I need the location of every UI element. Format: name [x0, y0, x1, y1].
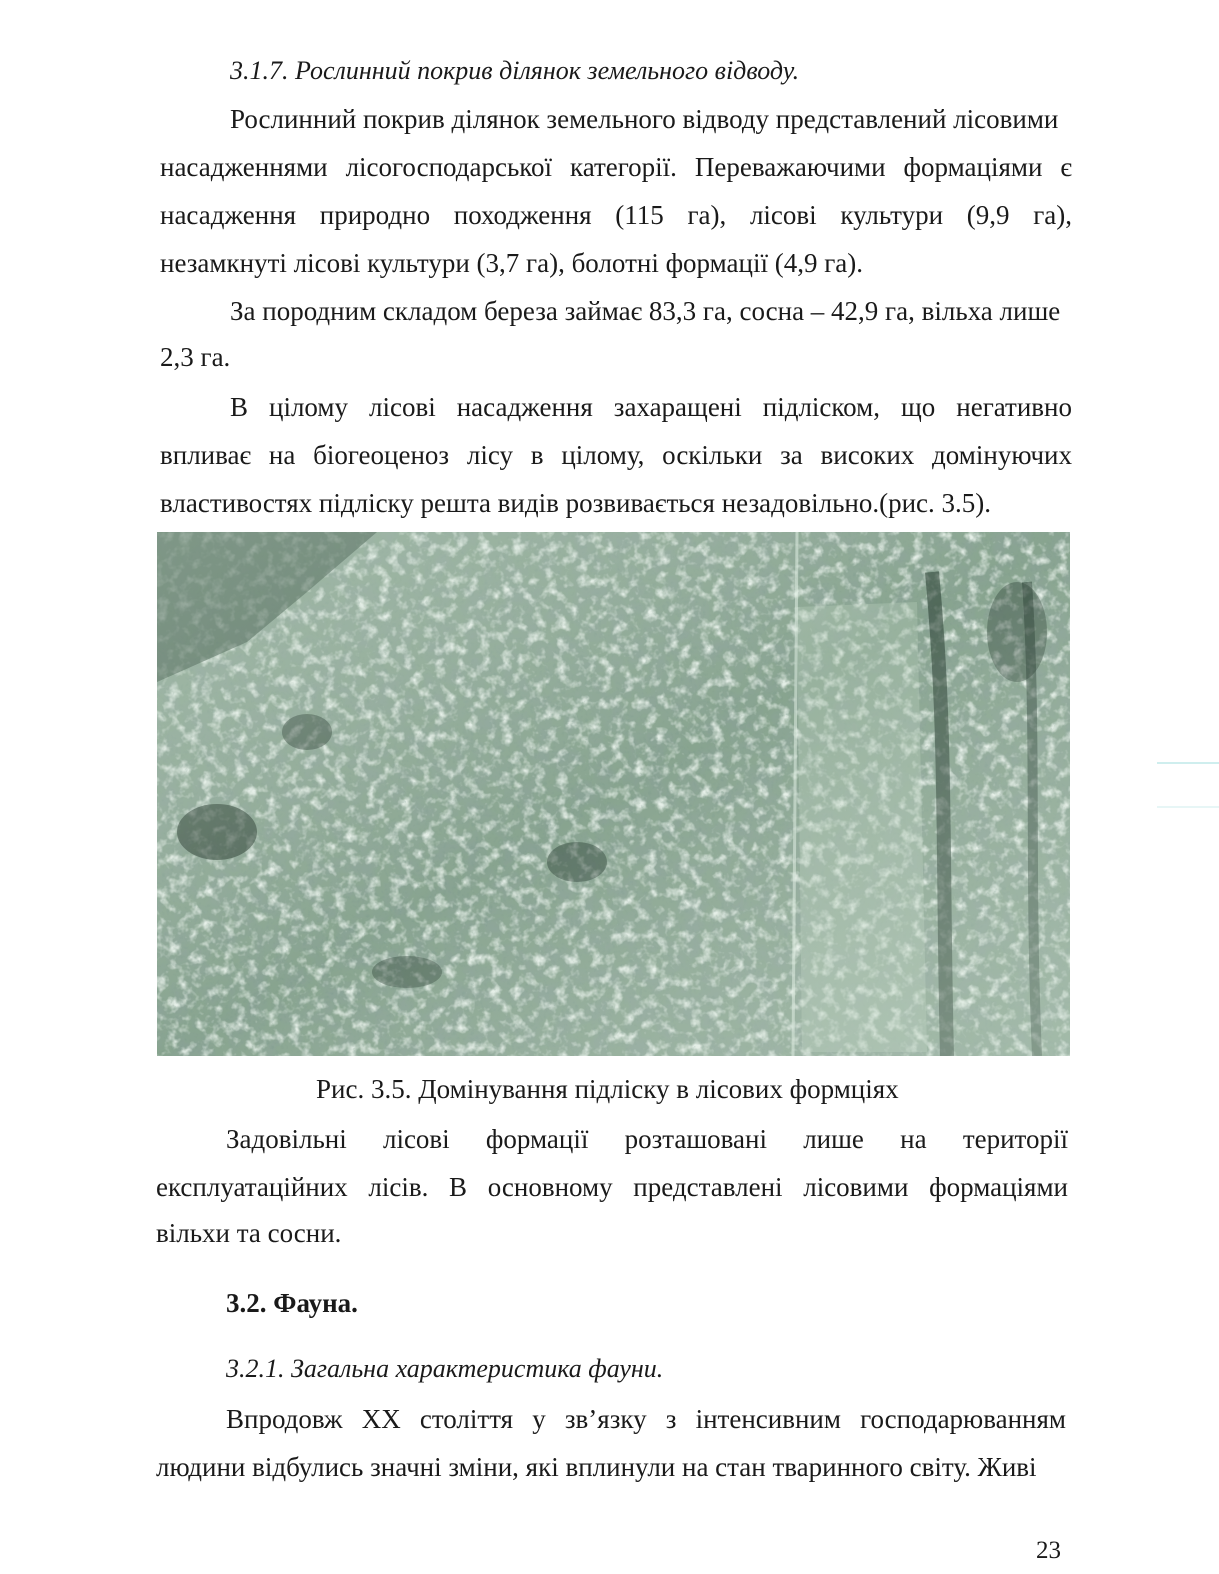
- page-number: 23: [1036, 1537, 1061, 1564]
- paragraph-line: Впродовж XX століття у зв’язку з інтенсивним господарюванням: [226, 1404, 1066, 1434]
- paragraph-line: Задовільні лісові формації розташовані лише на території: [226, 1124, 1068, 1154]
- paragraph-line: Рослинний покрив ділянок земельного відводу представлений лісовими: [230, 104, 1059, 134]
- forest-aerial-photo: [157, 532, 1070, 1056]
- paragraph-line: людини відбулись значні зміни, які вплинули на стан тваринного світу. Живі: [156, 1452, 1037, 1482]
- paragraph-line: За породним складом береза займає 83,3 га, сосна – 42,9 га, вільха лише: [230, 296, 1061, 326]
- scan-edge-mark: [1157, 806, 1219, 808]
- paragraph-line: впливає на біогеоценоз лісу в цілому, оскільки за високих домінуючих: [160, 440, 1072, 470]
- section-heading-3-1-7: 3.1.7. Рослинний покрив ділянок земельного відводу.: [230, 56, 800, 85]
- paragraph-line: В цілому лісові насадження захаращені підліском, що негативно: [230, 392, 1072, 422]
- section-heading-3-2-1: 3.2.1. Загальна характеристика фауни.: [226, 1354, 664, 1383]
- paragraph-line: насадження природно походження (115 га), лісові культури (9,9 га),: [160, 200, 1072, 230]
- paragraph-line: вільхи та сосни.: [156, 1218, 342, 1248]
- paragraph-line: незамкнуті лісові культури (3,7 га), болотні формації (4,9 га).: [160, 248, 864, 278]
- paragraph-line: 2,3 га.: [160, 342, 231, 372]
- paragraph-line: властивостях підліску решта видів розвивається незадовільно.(рис. 3.5).: [160, 488, 992, 518]
- paragraph-line: експлуатаційних лісів. В основному представлені лісовими формаціями: [156, 1172, 1068, 1202]
- figure-caption: Рис. 3.5. Домінування підліску в лісових формціях: [316, 1074, 899, 1104]
- section-heading-3-2: 3.2. Фауна.: [226, 1288, 358, 1318]
- scan-edge-mark: [1157, 762, 1219, 764]
- paragraph-line: насадженнями лісогосподарської категорії. Переважаючими формаціями є: [160, 152, 1072, 182]
